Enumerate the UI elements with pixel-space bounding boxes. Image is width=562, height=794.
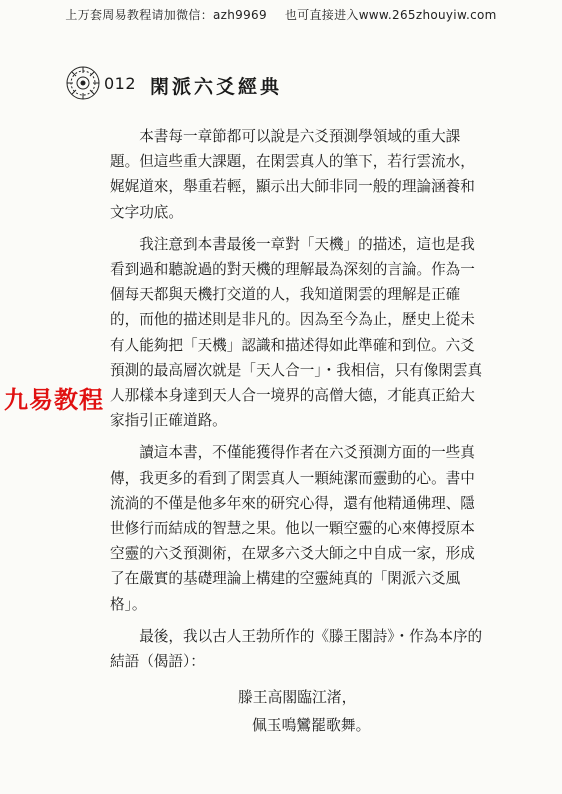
poem-line: 佩玉鳴鸞罷歌舞。 (252, 717, 371, 734)
watermark-wechat: 上万套周易教程请加微信：azh9969 (65, 8, 267, 22)
chapter-header (64, 64, 524, 104)
preface-body (110, 124, 486, 674)
paragraph: 本書每一章節都可以說是六爻預測學領域的重大課題。但這些重大課題，在閑雲真人的筆下，若行雲流水，娓娓道來，舉重若輕，顯示出大師非同一般的理論涵養和文字功底。 (110, 128, 475, 221)
chapter-title: 閑派六爻經典 (150, 76, 283, 98)
watermark-website: 也可直接进入www.265zhouyiw.com (284, 8, 497, 22)
top-watermark (0, 6, 562, 23)
decorative-medallion-icon (64, 64, 102, 102)
paragraph: 我注意到本書最後一章對「天機」的描述，這也是我看到過和聽說過的對天機的理解最為深刻的言論。作為一個每天都與天機打交道的人，我知道閑雲的理解是正確的，而他的描述則是非凡的。因為至今為止，歷史上從未有人能夠把「天機」認識和描述得如此準確和到位。六爻預測的最高層次就是「天人合一」・我相信，只有像閑雲真人那樣本身達到天人合一境界的高僧大德，才能真正給大家指引正確道路。 (110, 235, 483, 430)
side-watermark: 九易教程 (4, 386, 104, 414)
paragraph: 最後，我以古人王勃所作的《滕王閣詩》・作為本序的結語（偈語）： (110, 627, 483, 671)
poem (238, 684, 370, 740)
paragraph: 讀這本書，不僅能獲得作者在六爻預測方面的一些真傳，我更多的看到了閑雲真人一顆純潔而靈動的心。書中流淌的不僅是他多年來的研究心得，還有他精通佛理、隱世修行而結成的智慧之果。他以一顆空靈的心來傳授原本空靈的六爻預測術，在眾多六爻大師之中自成一家，形成了在嚴實的基礎理論上構建的空靈純真的「閑派六爻風格」。 (110, 444, 475, 613)
page-number: 012 (104, 74, 137, 93)
poem-line: 滕王高閣臨江渚， (238, 689, 357, 706)
